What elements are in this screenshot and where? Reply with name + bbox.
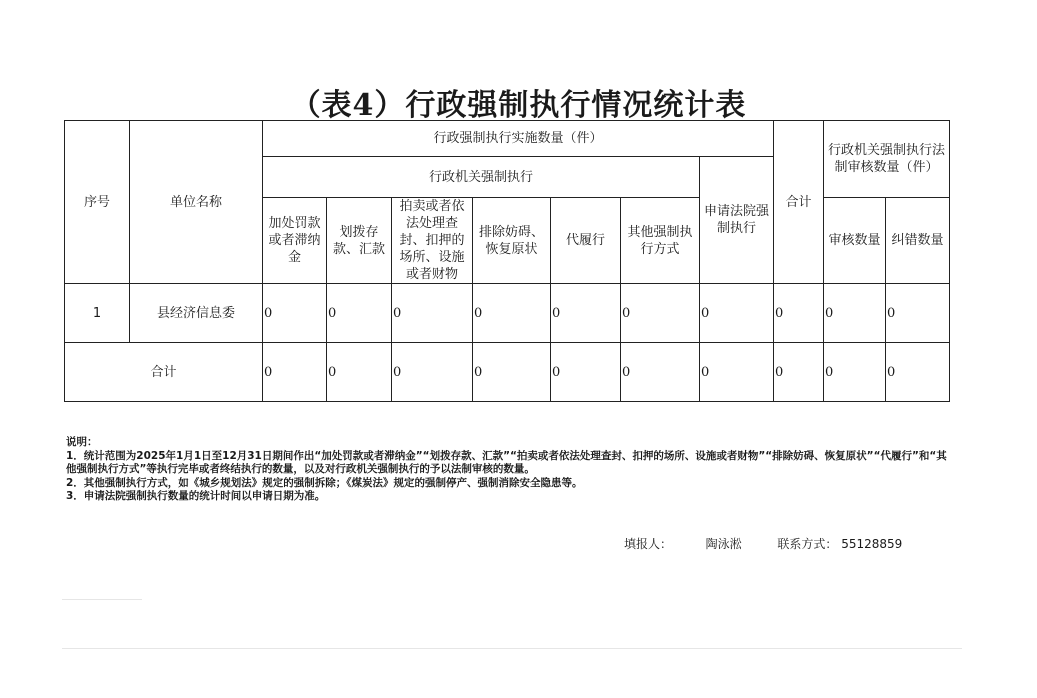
cell-court: 0 xyxy=(700,284,774,343)
header-court-enforcement: 申请法院强制执行 xyxy=(700,157,774,284)
header-review-count: 审核数量 xyxy=(824,198,886,284)
cell-transfer: 0 xyxy=(327,284,392,343)
cell-fine: 0 xyxy=(263,284,327,343)
cell-other: 0 xyxy=(621,284,700,343)
header-legal-review-count: 行政机关强制执行法制审核数量（件） xyxy=(824,121,950,198)
total-total: 0 xyxy=(774,343,824,402)
total-transfer: 0 xyxy=(327,343,392,402)
header-other-enforcement: 其他强制执行方式 xyxy=(621,198,700,284)
table-title: （表4）行政强制执行情况统计表 xyxy=(290,88,747,123)
cell-substitute: 0 xyxy=(551,284,621,343)
scan-mark xyxy=(62,648,962,649)
total-row-label: 合计 xyxy=(65,343,263,402)
total-court: 0 xyxy=(700,343,774,402)
statistics-table xyxy=(64,120,950,402)
header-implementation-count: 行政强制执行实施数量（件） xyxy=(263,121,774,157)
header-fine-or-late-fee: 加处罚款或者滞纳金 xyxy=(263,198,327,284)
cell-total: 0 xyxy=(774,284,824,343)
cell-remove: 0 xyxy=(473,284,551,343)
note-item: 3．申请法院强制执行数量的统计时间以申请日期为准。 xyxy=(66,490,326,502)
row-unit-name: 县经济信息委 xyxy=(130,284,263,343)
scan-mark xyxy=(62,599,142,600)
total-auction: 0 xyxy=(392,343,473,402)
notes xyxy=(66,436,956,504)
header-substitute-performance: 代履行 xyxy=(551,198,621,284)
cell-auction: 0 xyxy=(392,284,473,343)
total-substitute: 0 xyxy=(551,343,621,402)
header-remove-obstruction: 排除妨碍、恢复原状 xyxy=(473,198,551,284)
note-item: 1．统计范围为2025年1月1日至12月31日期间作出“加处罚款或者滞纳金”“划拨存款、汇款”“拍卖或者依法处理查封、扣押的场所、设施或者财物”“排除妨碍、恢复原状”“代履行”和“其他强制执行方式”等执行完毕或者终结执行的数量，以及对行政机关强制执行的予以法制审核的数量。 xyxy=(66,449,947,475)
footer xyxy=(624,535,902,552)
cell-correction: 0 xyxy=(886,284,950,343)
header-seq: 序号 xyxy=(65,121,130,284)
header-unit-name: 单位名称 xyxy=(130,121,263,284)
header-total: 合计 xyxy=(774,121,824,284)
total-remove: 0 xyxy=(473,343,551,402)
cell-review: 0 xyxy=(824,284,886,343)
header-transfer-deposit: 划拨存款、汇款 xyxy=(327,198,392,284)
table-row xyxy=(65,284,950,343)
header-correction-count: 纠错数量 xyxy=(886,198,950,284)
reporter-label: 填报人： xyxy=(624,537,673,551)
total-row xyxy=(65,343,950,402)
total-fine: 0 xyxy=(263,343,327,402)
reporter-name: 陶泳淞 xyxy=(705,537,742,551)
contact-label: 联系方式： xyxy=(777,537,838,551)
total-correction: 0 xyxy=(886,343,950,402)
contact-value: 55128859 xyxy=(841,537,903,551)
notes-heading: 说明： xyxy=(66,436,98,448)
note-item: 2．其他强制执行方式，如《城乡规划法》规定的强制拆除；《煤炭法》规定的强制停产、强制消除安全隐患等。 xyxy=(66,476,583,489)
header-agency-enforcement: 行政机关强制执行 xyxy=(263,157,700,198)
row-seq: 1 xyxy=(65,284,130,343)
header-auction-or-dispose: 拍卖或者依法处理查封、扣押的场所、设施或者财物 xyxy=(392,198,473,284)
total-review: 0 xyxy=(824,343,886,402)
total-other: 0 xyxy=(621,343,700,402)
